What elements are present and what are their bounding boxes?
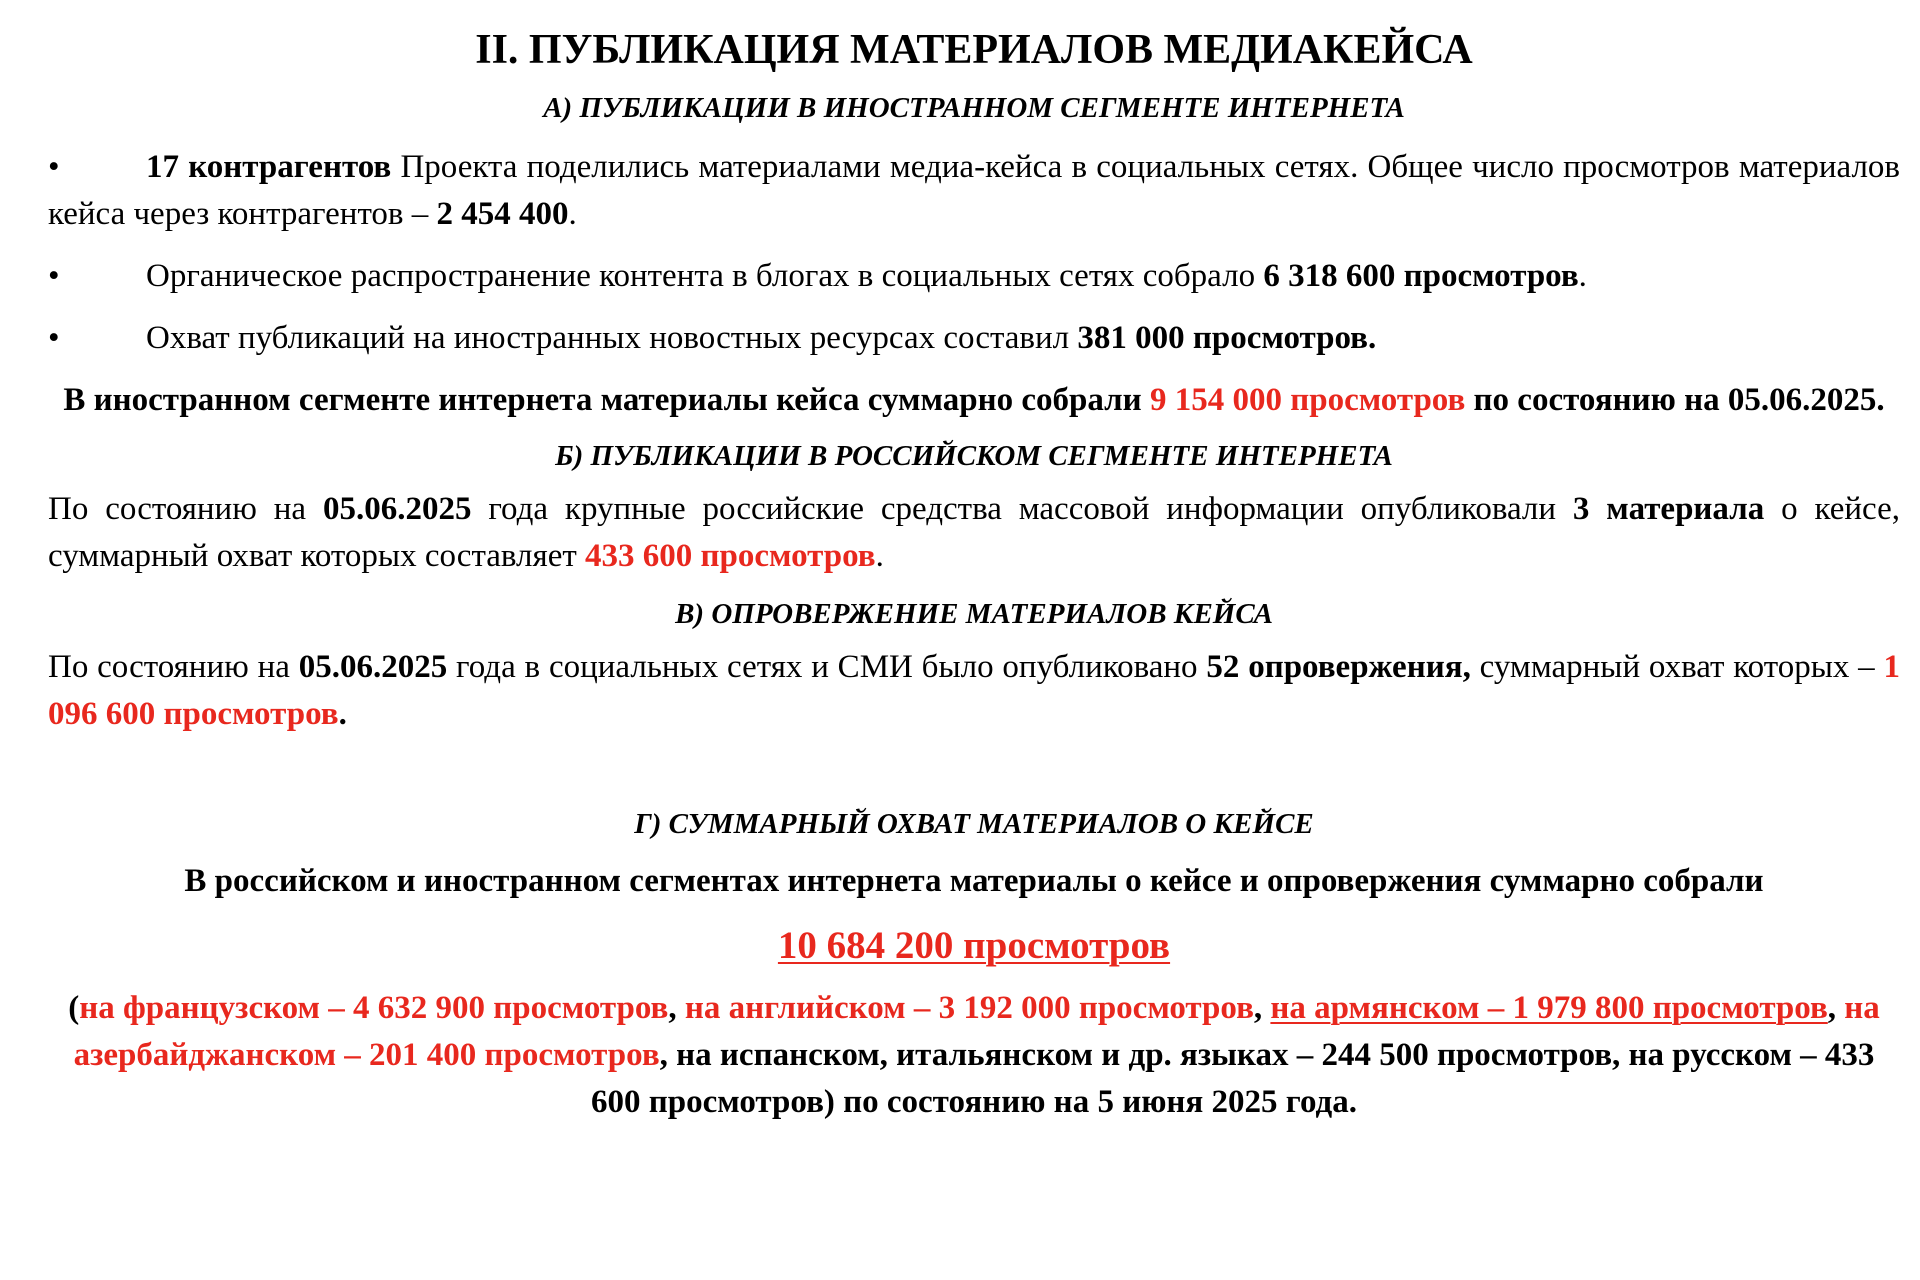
section-russian-segment	[48, 438, 1900, 580]
paragraph-text: суммарный охват которых –	[1470, 649, 1884, 685]
section-v-paragraph	[48, 644, 1900, 738]
bullet-item-news-resources	[48, 315, 1900, 362]
bullet-icon: •	[48, 258, 60, 294]
section-refutations	[48, 596, 1900, 738]
bullet-bold-value: 2 454 400	[436, 196, 569, 232]
refutations-count: 52 опровержения,	[1206, 649, 1471, 685]
section-total-reach	[48, 806, 1900, 1126]
bullet-icon: •	[48, 149, 60, 185]
azerbaijani-views: на азербайджанском – 201 400 просмотров	[73, 990, 1880, 1073]
bullet-tail: .	[568, 196, 577, 232]
paragraph-text: По состоянию на	[48, 649, 299, 685]
bullet-text: Органическое распространение контента в блогах в социальных сетях собрало	[146, 258, 1264, 294]
bullet-bold-value: 381 000 просмотров.	[1077, 320, 1377, 356]
bullet-item-counterparties	[48, 144, 1900, 238]
bullet-item-organic	[48, 253, 1900, 300]
section-foreign-segment	[48, 90, 1900, 424]
section-a-summary	[48, 377, 1900, 424]
document-title: II. ПУБЛИКАЦИЯ МАТЕРИАЛОВ МЕДИАКЕЙСА	[475, 27, 1473, 73]
separator: ,	[668, 990, 685, 1026]
french-views: на французском – 4 632 900 просмотров	[79, 990, 669, 1026]
summary-total-views: 9 154 000 просмотров	[1149, 382, 1466, 418]
separator: ,	[1827, 990, 1845, 1026]
bullet-text: Проекта поделились материалами медиа-кейса в социальных сетях. Общее число просмотров материалов кейса через контрагентов –	[48, 149, 1900, 232]
paragraph-tail: .	[875, 538, 884, 574]
language-breakdown	[48, 985, 1900, 1126]
materials-count: 3 материала	[1572, 491, 1765, 527]
bullet-icon: •	[48, 320, 60, 356]
total-intro: В российском и иностранном сегментах интернета материалы о кейсе и опровержения суммарно собрали	[184, 863, 1764, 899]
section-v-heading: В) ОПРОВЕРЖЕНИЕ МАТЕРИАЛОВ КЕЙСА	[675, 598, 1273, 630]
section-b-heading: Б) ПУБЛИКАЦИИ В РОССИЙСКОМ СЕГМЕНТЕ ИНТЕРНЕТА	[555, 440, 1393, 472]
paragraph-text: По состоянию на	[48, 491, 323, 527]
section-g-heading: Г) СУММАРНЫЙ ОХВАТ МАТЕРИАЛОВ О КЕЙСЕ	[634, 808, 1314, 840]
paren: (	[68, 990, 80, 1026]
section-b-paragraph	[48, 486, 1900, 580]
paragraph-tail: .	[338, 696, 347, 732]
bullet-text: Охват публикаций на иностранных новостных ресурсах составил	[146, 320, 1078, 356]
refutations-views-total: 1 096 600 просмотров	[48, 649, 1901, 732]
bullet-bold-value: 6 318 600 просмотров	[1263, 258, 1579, 294]
bullet-tail: .	[1578, 258, 1587, 294]
paragraph-text: о кейсе, суммарный охват которых составляет	[48, 491, 1900, 574]
paragraph-text: года в социальных сетях и СМИ было опубликовано	[447, 649, 1207, 685]
paragraph-text: года крупные российские средства массовой информации опубликовали	[471, 491, 1573, 527]
other-languages-views: , на испанском, итальянском и др. языках – 244 500 просмотров, на русском – 433 600 просмотров) по состоянию на 5 июня 2025 года.	[591, 1037, 1875, 1120]
armenian-views: на армянском – 1 979 800 просмотров	[1270, 990, 1828, 1026]
grand-total-views: 10 684 200 просмотров	[777, 924, 1171, 967]
russian-views-total: 433 600 просмотров	[585, 538, 876, 574]
summary-date: по состоянию на 05.06.2025.	[1465, 382, 1885, 418]
paragraph-date: 05.06.2025	[322, 491, 472, 527]
bullet-bold-lead: 17 контрагентов	[146, 149, 392, 185]
summary-text: В иностранном сегменте интернета материалы кейса суммарно собрали	[63, 382, 1150, 418]
paragraph-date: 05.06.2025	[298, 649, 448, 685]
english-views: на английском – 3 192 000 просмотров	[684, 990, 1254, 1026]
separator: ,	[1253, 990, 1271, 1026]
section-a-heading: А) ПУБЛИКАЦИИ В ИНОСТРАННОМ СЕГМЕНТЕ ИНТЕРНЕТА	[543, 92, 1405, 124]
